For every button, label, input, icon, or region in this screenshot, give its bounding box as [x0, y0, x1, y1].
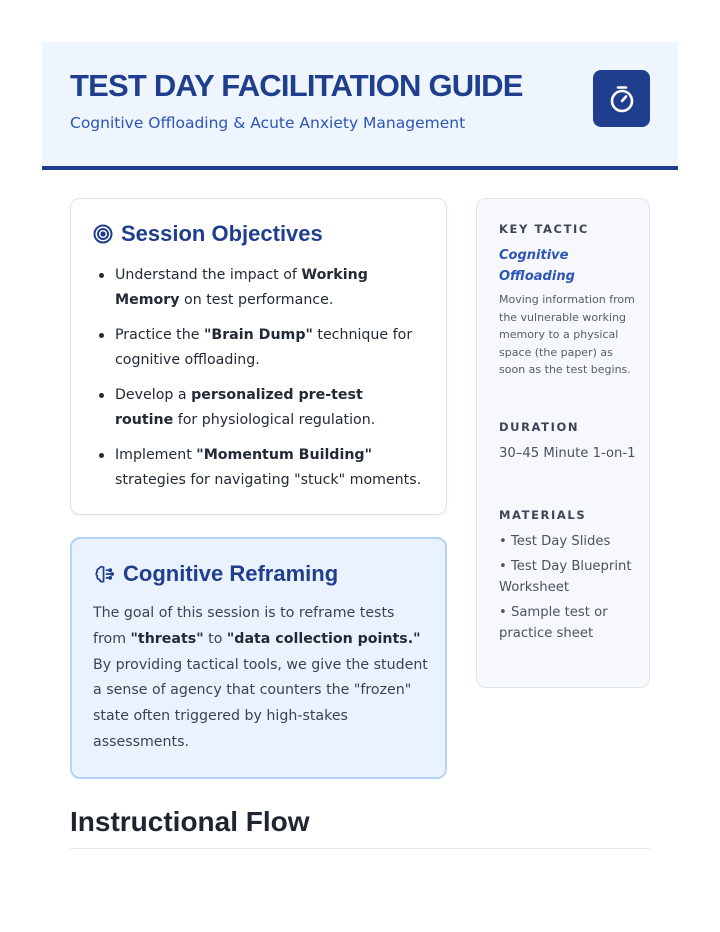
header-badge [593, 70, 650, 127]
duration-label: DURATION [499, 420, 580, 434]
page-title: TEST DAY FACILITATION GUIDE [70, 68, 523, 103]
info-sidebar [476, 198, 650, 688]
duration-value: 30–45 Minute 1-on-1 [499, 446, 636, 461]
reframing-card [70, 537, 447, 779]
key-tactic-label: KEY TACTIC [499, 222, 589, 236]
reframing-heading [94, 561, 338, 587]
target-icon [93, 224, 113, 244]
page-subtitle: Cognitive Offloading & Acute Anxiety Management [70, 114, 466, 132]
reframing-paragraph: The goal of this session is to reframe tests from "threats" to "data collection points." By providing tactical tools, we give the student a sense of agency that counters the "frozen" state often triggered by high-stakes assessments. [93, 605, 428, 750]
header-banner [42, 42, 678, 170]
section-heading: Instructional Flow [70, 806, 310, 837]
objectives-card [70, 198, 447, 515]
stopwatch-icon [607, 84, 637, 114]
objectives-heading [93, 221, 323, 247]
materials-list [499, 531, 639, 648]
objectives-list [95, 263, 425, 503]
key-tactic-title: Cognitive Offloading [499, 248, 575, 284]
objectives-title: Session Objectives [121, 221, 323, 246]
list-item: • Test Day Slides [499, 534, 611, 549]
brain-icon [94, 564, 115, 585]
list-item: Practice the "Brain Dump" technique for cognitive offloading. [95, 323, 425, 373]
key-tactic-description: Moving information from the vulnerable working memory to a physical space (the paper) as soon as the test begins. [499, 293, 635, 377]
reframing-title: Cognitive Reframing [123, 561, 339, 586]
list-item: Implement "Momentum Building" strategies for navigating "stuck" moments. [95, 443, 425, 493]
list-item: • Sample test or practice sheet [499, 604, 608, 641]
divider [70, 848, 650, 849]
list-item: Develop a personalized pre-test routine for physiological regulation. [95, 383, 425, 433]
list-item: Understand the impact of Working Memory on test performance. [95, 263, 425, 313]
list-item: • Test Day Blueprint Worksheet [499, 558, 632, 595]
materials-label: MATERIALS [499, 508, 587, 522]
